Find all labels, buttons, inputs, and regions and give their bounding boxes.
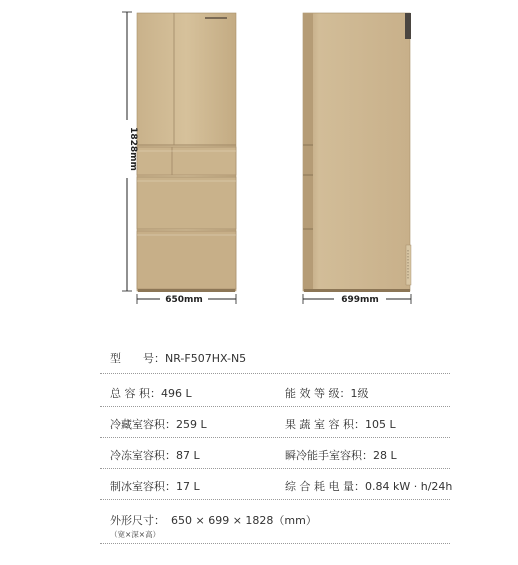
- model-row: 型 号：NR-F507HX-N5: [110, 352, 247, 365]
- depth-label: 699mm: [341, 295, 379, 305]
- height-dimension: [122, 12, 138, 291]
- divider: [100, 406, 450, 407]
- fridge-side-view: [303, 13, 411, 292]
- model-value: NR-F507HX-N5: [165, 352, 247, 365]
- total-volume-row: 总 容 积：496 L: [110, 387, 192, 400]
- ice-volume-row: 制冰室容积：17 L: [110, 480, 200, 493]
- size-label: 外形尺寸: [110, 514, 154, 527]
- depth-dimension: [303, 294, 411, 305]
- divider: [100, 468, 450, 469]
- divider: [100, 543, 450, 544]
- fridge-volume-row: 冷藏室容积：259 L: [110, 418, 207, 431]
- size-note: （宽×深×高）: [110, 530, 161, 539]
- width-dimension: [137, 294, 236, 305]
- energy-grade-value: 1级: [350, 387, 369, 400]
- energy-grade-row: 能 效 等 级：1级: [285, 387, 369, 400]
- energy-grade-label: 能 效 等 级: [285, 387, 340, 400]
- model-label: 型 号: [110, 352, 154, 365]
- freezer-volume-label: 冷冻室容积: [110, 449, 165, 462]
- instant-freeze-row: 瞬冷能手室容积：28 L: [285, 449, 397, 462]
- veg-volume-label: 果 蔬 室 容 积: [285, 418, 354, 431]
- total-volume-label: 总 容 积: [110, 387, 150, 400]
- veg-volume-row: 果 蔬 室 容 积：105 L: [285, 418, 396, 431]
- freezer-volume-row: 冷冻室容积：87 L: [110, 449, 200, 462]
- ice-volume-label: 制冰室容积: [110, 480, 165, 493]
- divider: [100, 373, 450, 374]
- power-value: 0.84 kW · h/24h: [365, 480, 453, 493]
- divider: [100, 437, 450, 438]
- fridge-volume-value: 259 L: [176, 418, 207, 431]
- freezer-volume-value: 87 L: [176, 449, 200, 462]
- instant-freeze-label: 瞬冷能手室容积: [285, 449, 362, 462]
- divider: [100, 499, 450, 500]
- instant-freeze-value: 28 L: [373, 449, 397, 462]
- power-label: 综 合 耗 电 量: [285, 480, 354, 493]
- width-label: 650mm: [165, 295, 203, 305]
- ice-volume-value: 17 L: [176, 480, 200, 493]
- fridge-front-view: [137, 13, 236, 292]
- size-row: 外形尺寸： 650 × 699 × 1828（mm）: [110, 514, 317, 527]
- fridge-volume-label: 冷藏室容积: [110, 418, 165, 431]
- veg-volume-value: 105 L: [365, 418, 396, 431]
- height-label: 1828mm: [128, 127, 138, 171]
- total-volume-value: 496 L: [161, 387, 192, 400]
- power-row: 综 合 耗 电 量：0.84 kW · h/24h: [285, 480, 453, 493]
- size-value: 650 × 699 × 1828（mm）: [171, 514, 317, 527]
